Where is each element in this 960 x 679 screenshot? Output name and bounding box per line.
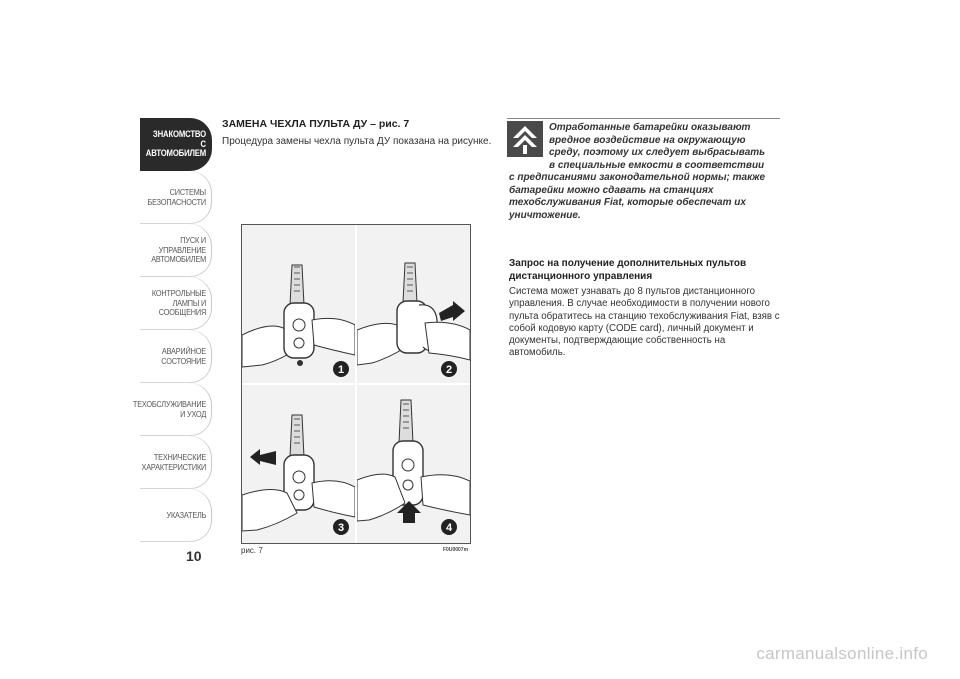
- warning-line: в специальные емкости в соответствии: [549, 159, 765, 171]
- warning-line: уничтожение.: [509, 209, 581, 221]
- section-intro: Процедура замены чехла пульта ДУ показана на рисунке.: [222, 136, 492, 147]
- svg-text:3: 3: [337, 522, 345, 534]
- chapter-sidebar: [132, 118, 212, 542]
- step-4-badge: [357, 385, 470, 543]
- request-body: Система может узнавать до 8 пультов дистанционного управления. В случае необходимости в получении нового пульта обратитесь на станцию техобслуживания Fiat, взяв с собой кодовую карту (CODE card), личный документ и документы, подтверждающие собственность на автомобиль.: [509, 286, 780, 359]
- warning-line: вредное воздействие на окружающую: [549, 134, 746, 146]
- sidebar-tab-label: КОНТРОЛЬНЫЕ ЛАМПЫ И СООБЩЕНИЯ: [151, 288, 206, 318]
- warning-rule: [507, 118, 780, 119]
- sidebar-tab-safety[interactable]: [140, 171, 212, 224]
- sidebar-tab-label: УКАЗАТЕЛЬ: [166, 509, 206, 520]
- warning-line: с предписаниями законодательной нормы; также: [509, 172, 766, 183]
- svg-text:2: 2: [445, 364, 453, 376]
- watermark-text: carmanualsonline.info: [756, 644, 928, 663]
- svg-text:4: 4: [445, 522, 453, 534]
- sidebar-tab-label: ТЕХНИЧЕСКИЕ ХАРАКТЕРИСТИКИ: [141, 452, 206, 472]
- sidebar-tab-label: ЗНАКОМСТВО С АВТОМОБИЛЕМ: [145, 129, 206, 159]
- sidebar-tab-vehicle-intro[interactable]: [140, 118, 212, 171]
- figure-caption: рис. 7: [241, 546, 263, 555]
- sidebar-tab-specifications[interactable]: [140, 436, 212, 489]
- warning-line: техобслуживания Fiat, которые обеспечат их: [509, 197, 746, 208]
- step-3-badge: [242, 385, 355, 543]
- warning-line: Отработанные батарейки оказывают: [549, 122, 751, 133]
- step-2-badge: [357, 225, 470, 383]
- sidebar-tab-warning-lights[interactable]: [140, 277, 212, 330]
- sidebar-tab-label: АВАРИЙНОЕ СОСТОЯНИЕ: [161, 346, 206, 366]
- warning-line: батарейки можно сдавать на станциях: [509, 184, 714, 196]
- sidebar-tab-driving[interactable]: [140, 224, 212, 277]
- request-heading: Запрос на получение дополнительных пультов дистанционного управления: [509, 258, 747, 282]
- figure-panel-3: [242, 385, 355, 543]
- sidebar-tab-label: ТЕХОБСЛУЖИВАНИЕ И УХОД: [132, 399, 206, 419]
- sidebar-tab-index[interactable]: [140, 489, 212, 542]
- svg-text:1: 1: [337, 364, 345, 376]
- figure-panel-2: [357, 225, 470, 383]
- section-heading: ЗАМЕНА ЧЕХЛА ПУЛЬТА ДУ – рис. 7: [222, 118, 410, 130]
- step-1-badge: [242, 225, 355, 383]
- sidebar-tab-label: СИСТЕМЫ БЕЗОПАСНОСТИ: [147, 187, 206, 207]
- figure-panel-1: [242, 225, 355, 383]
- sidebar-tab-maintenance[interactable]: [132, 383, 212, 436]
- figure-code: F0U0007m: [443, 547, 469, 553]
- remote-cover-figure: [241, 224, 471, 544]
- sidebar-tab-emergency[interactable]: [140, 330, 212, 383]
- figure-panel-4: [357, 385, 470, 543]
- sidebar-tab-label: ПУСК И УПРАВЛЕНИЕ АВТОМОБИЛЕМ: [151, 235, 206, 265]
- warning-text: [509, 122, 781, 222]
- page-number: 10: [186, 548, 202, 564]
- warning-line: среду, поэтому их следует выбрасывать: [549, 147, 766, 158]
